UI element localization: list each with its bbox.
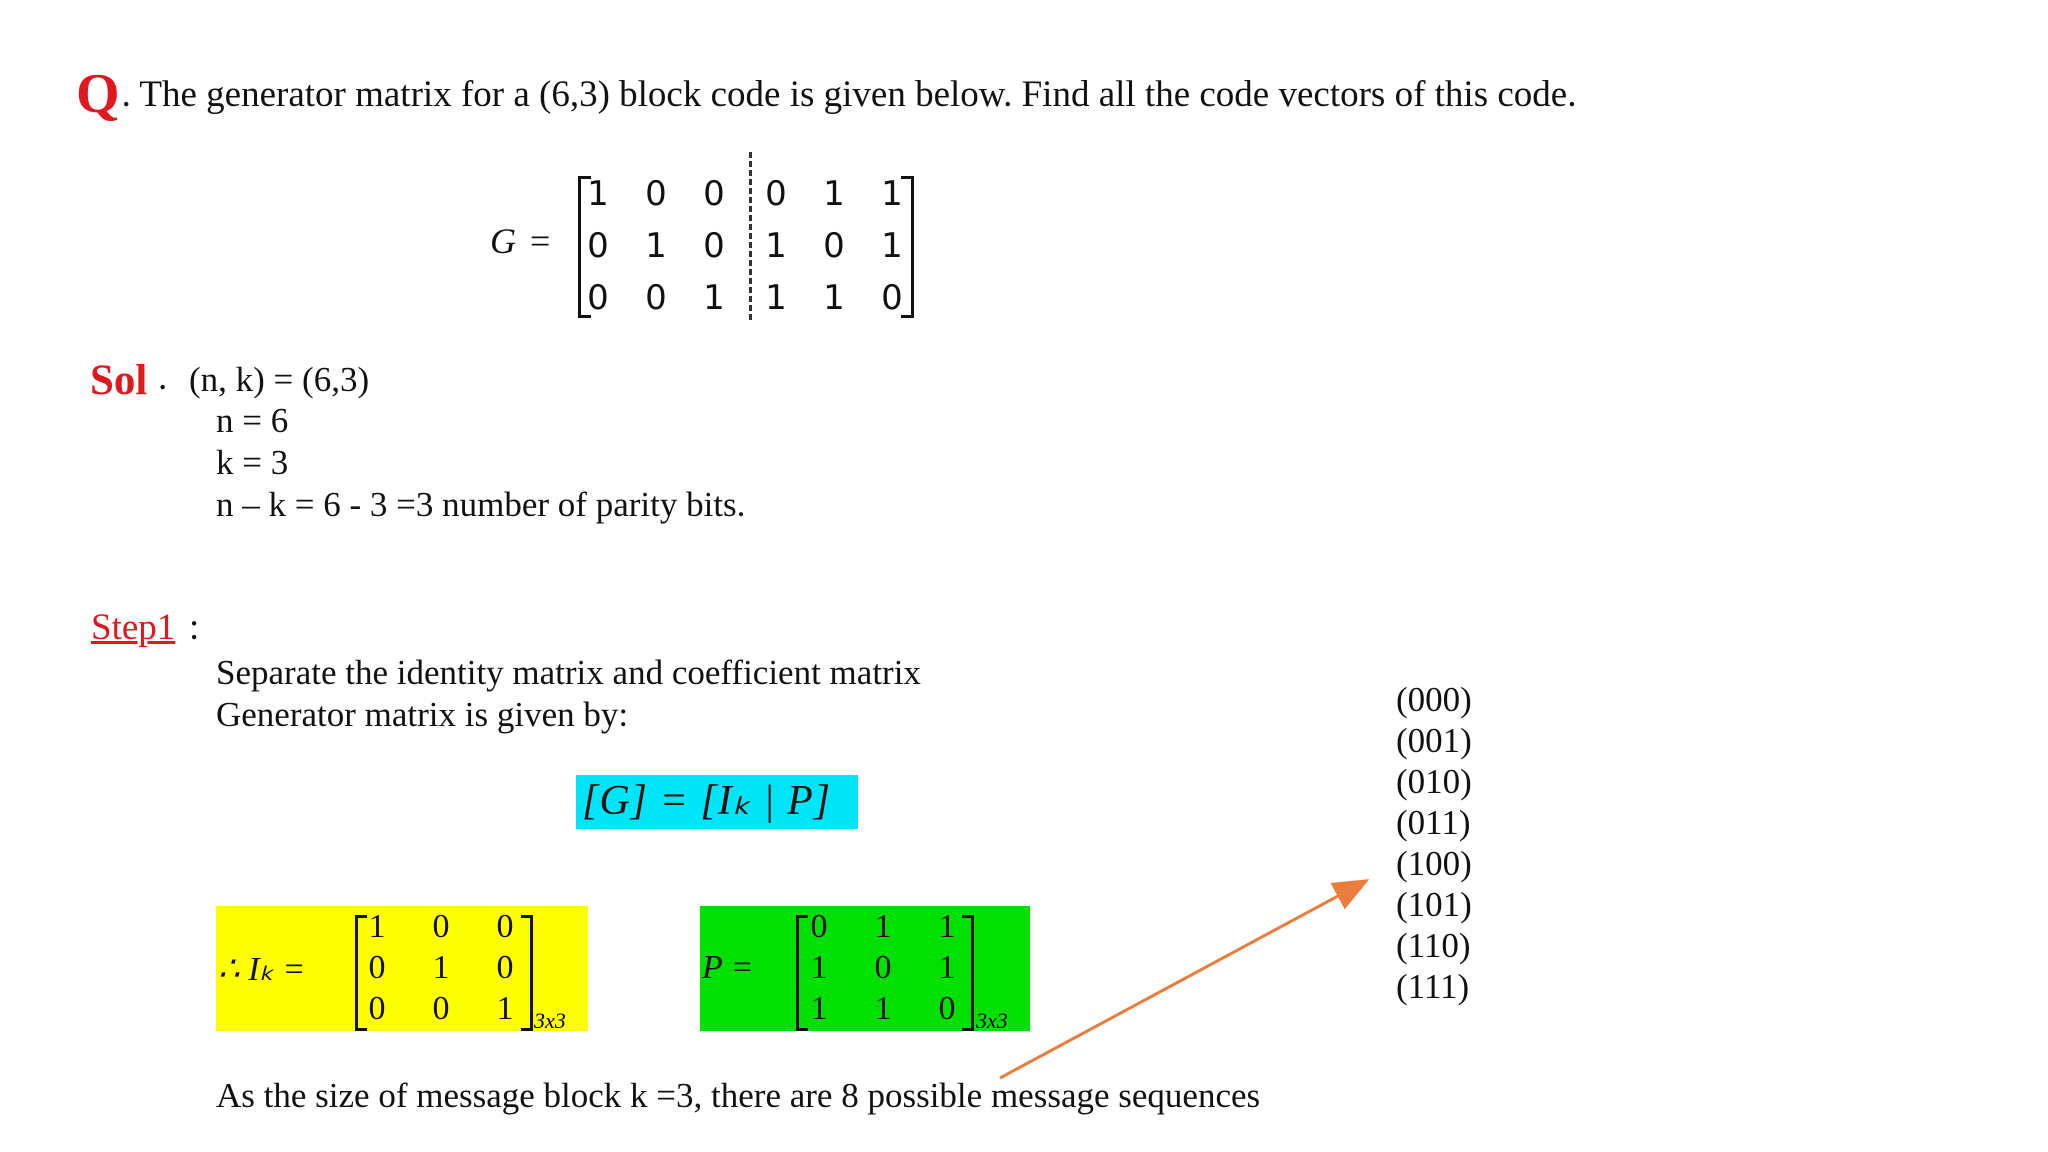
message-sequence-item: (101) xyxy=(1396,885,1472,924)
identity-matrix-cell-r2-c2: 1 xyxy=(432,949,450,986)
identity-matrix-cell-r1-c3: 0 xyxy=(496,908,514,945)
identity-matrix-cell-r2-c1: 0 xyxy=(368,949,386,986)
identity-matrix-size: 3x3 xyxy=(534,1008,566,1033)
identity-matrix-cell-r3-c3: 1 xyxy=(496,990,514,1027)
step1-label: Step1 xyxy=(91,607,176,648)
g-matrix-cell-r3-c1: 0 xyxy=(587,278,609,318)
coefficient-matrix-cell-r1-c3: 1 xyxy=(938,908,956,945)
solution-line-2: n = 6 xyxy=(216,401,289,440)
formula-g-equals-ik-p: [G] = [Iₖ | P] xyxy=(582,778,832,824)
coefficient-matrix-cell-r2-c1: 1 xyxy=(810,949,828,986)
message-sequence-item: (110) xyxy=(1396,926,1471,965)
g-matrix-cell-r3-c4: 1 xyxy=(765,278,787,318)
question-text: . The generator matrix for a (6,3) block code is given below. Find all the code vectors of this code. xyxy=(121,74,1577,115)
identity-matrix-cell-r1-c2: 0 xyxy=(432,908,450,945)
g-matrix-cell-r2-c3: 0 xyxy=(703,226,725,266)
g-matrix-cell-r1-c6: 1 xyxy=(881,174,903,214)
g-matrix-cell-r1-c3: 0 xyxy=(703,174,725,214)
identity-matrix-label: ∴ Iₖ = xyxy=(218,951,306,988)
step1-colon: : xyxy=(189,607,200,648)
g-matrix-cell-r2-c4: 1 xyxy=(765,226,787,266)
g-matrix-cell-r3-c3: 1 xyxy=(703,278,725,318)
coefficient-matrix-cell-r3-c1: 1 xyxy=(810,990,828,1027)
pointer-arrow-line xyxy=(1000,882,1364,1078)
message-block-conclusion: As the size of message block k =3, there are 8 possible message sequences xyxy=(216,1076,1261,1115)
question-marker: Q xyxy=(76,63,120,125)
message-sequence-item: (111) xyxy=(1396,967,1470,1006)
identity-matrix-cell-r3-c2: 0 xyxy=(432,990,450,1027)
coefficient-matrix-cell-r2-c2: 0 xyxy=(874,949,892,986)
coefficient-matrix-label: P = xyxy=(702,949,754,986)
g-matrix-cell-r2-c6: 1 xyxy=(881,226,903,266)
message-sequence-item: (100) xyxy=(1396,844,1472,883)
step1-line-1: Separate the identity matrix and coefficient matrix xyxy=(216,653,921,692)
coefficient-matrix-cell-r1-c2: 1 xyxy=(874,908,892,945)
g-matrix-cell-r1-c4: 0 xyxy=(765,174,787,214)
message-sequence-item: (011) xyxy=(1396,803,1471,842)
solution-label: Sol xyxy=(90,357,148,404)
solution-dot: . xyxy=(158,357,168,398)
message-sequence-item: (001) xyxy=(1396,721,1472,760)
coefficient-matrix-cell-r2-c3: 1 xyxy=(938,949,956,986)
g-matrix-cell-r1-c1: 1 xyxy=(587,174,609,214)
coefficient-matrix-cell-r3-c2: 1 xyxy=(874,990,892,1027)
message-sequence-item: (010) xyxy=(1396,762,1472,801)
g-matrix-cell-r2-c1: 0 xyxy=(587,226,609,266)
coefficient-matrix-size: 3x3 xyxy=(976,1008,1008,1033)
g-matrix-cell-r3-c6: 0 xyxy=(881,278,903,318)
coefficient-matrix-cell-r1-c1: 0 xyxy=(810,908,828,945)
g-matrix-cell-r2-c2: 1 xyxy=(645,226,667,266)
solution-line-3: k = 3 xyxy=(216,443,289,482)
identity-matrix-cell-r2-c3: 0 xyxy=(496,949,514,986)
solution-line-4: n – k = 6 - 3 =3 number of parity bits. xyxy=(216,485,746,524)
identity-matrix-cell-r1-c1: 1 xyxy=(368,908,386,945)
g-matrix-cell-r1-c2: 0 xyxy=(645,174,667,214)
g-matrix-equals: = xyxy=(530,221,551,261)
solution-line-1: (n, k) = (6,3) xyxy=(189,360,370,399)
g-matrix-cell-r1-c5: 1 xyxy=(823,174,845,214)
step1-line-2: Generator matrix is given by: xyxy=(216,695,629,734)
identity-matrix-cell-r3-c1: 0 xyxy=(368,990,386,1027)
g-matrix-cell-r2-c5: 0 xyxy=(823,226,845,266)
g-matrix-cell-r3-c5: 1 xyxy=(823,278,845,318)
g-matrix-cell-r3-c2: 0 xyxy=(645,278,667,318)
g-matrix-label: G xyxy=(490,221,516,261)
message-sequence-item: (000) xyxy=(1396,680,1472,719)
coefficient-matrix-cell-r3-c3: 0 xyxy=(938,990,956,1027)
